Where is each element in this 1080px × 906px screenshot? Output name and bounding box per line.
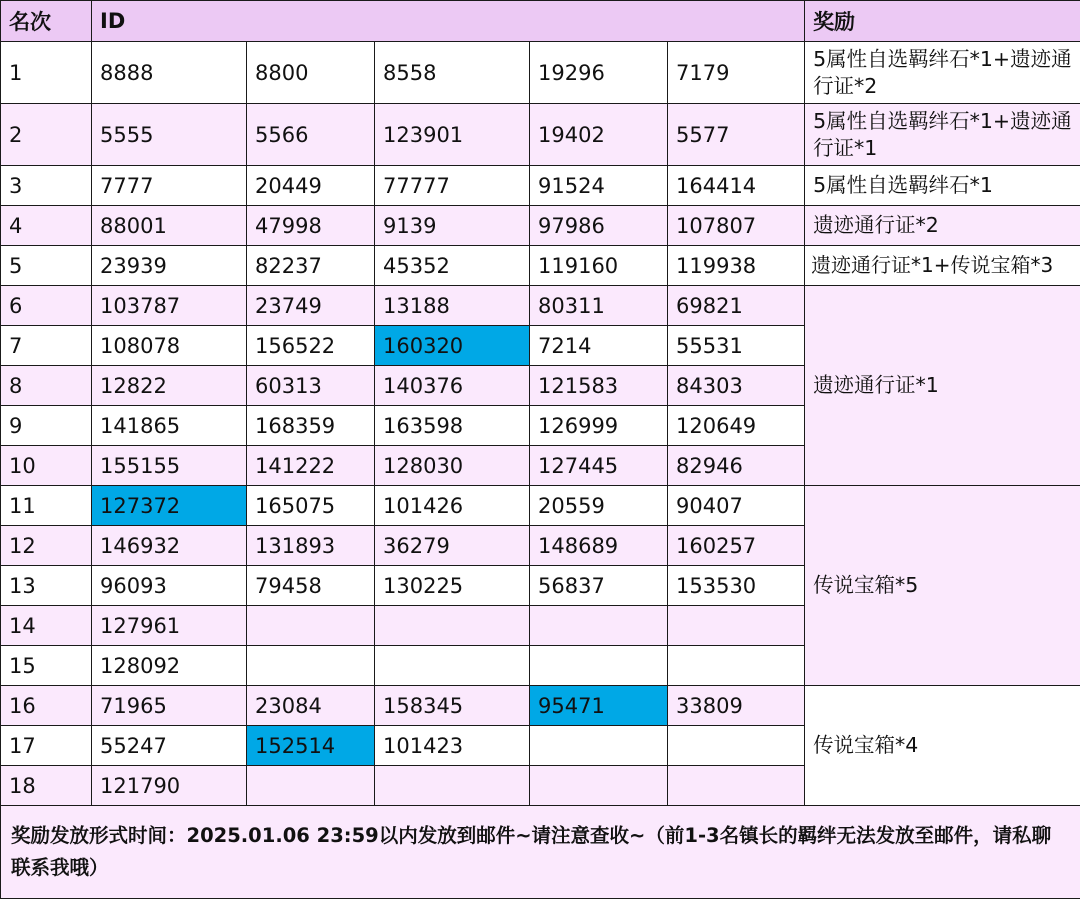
header-row bbox=[1, 1, 1080, 42]
id-cell: 19402 bbox=[530, 104, 668, 166]
id-cell bbox=[247, 646, 375, 686]
id-cell bbox=[530, 646, 668, 686]
id-cell: 156522 bbox=[247, 326, 375, 366]
rank-cell: 11 bbox=[1, 486, 92, 526]
id-cell: 20559 bbox=[530, 486, 668, 526]
id-cell: 13188 bbox=[375, 286, 530, 326]
id-cell: 60313 bbox=[247, 366, 375, 406]
id-cell: 55247 bbox=[92, 726, 247, 766]
id-cell: 128092 bbox=[92, 646, 247, 686]
id-cell: 141222 bbox=[247, 446, 375, 486]
id-cell: 8800 bbox=[247, 42, 375, 104]
id-cell: 69821 bbox=[668, 286, 805, 326]
id-cell: 19296 bbox=[530, 42, 668, 104]
reward-cell: 传说宝箱*4 bbox=[805, 686, 1080, 806]
id-cell: 141865 bbox=[92, 406, 247, 446]
id-cell: 120649 bbox=[668, 406, 805, 446]
id-cell: 71965 bbox=[92, 686, 247, 726]
id-cell: 33809 bbox=[668, 686, 805, 726]
rank-cell: 10 bbox=[1, 446, 92, 486]
id-cell bbox=[247, 606, 375, 646]
id-cell: 88001 bbox=[92, 206, 247, 246]
id-cell: 9139 bbox=[375, 206, 530, 246]
id-cell-highlighted: 160320 bbox=[375, 326, 530, 366]
rank-cell: 2 bbox=[1, 104, 92, 166]
id-cell: 23749 bbox=[247, 286, 375, 326]
id-cell: 130225 bbox=[375, 566, 530, 606]
rank-cell: 9 bbox=[1, 406, 92, 446]
id-cell: 5577 bbox=[668, 104, 805, 166]
id-cell: 164414 bbox=[668, 166, 805, 206]
rank-cell: 4 bbox=[1, 206, 92, 246]
id-cell: 56837 bbox=[530, 566, 668, 606]
id-cell: 8558 bbox=[375, 42, 530, 104]
id-cell: 108078 bbox=[92, 326, 247, 366]
table-row bbox=[1, 42, 1080, 104]
id-cell: 146932 bbox=[92, 526, 247, 566]
id-cell: 127445 bbox=[530, 446, 668, 486]
id-cell: 5555 bbox=[92, 104, 247, 166]
header-id: ID bbox=[92, 1, 805, 42]
id-cell bbox=[375, 646, 530, 686]
id-cell bbox=[668, 606, 805, 646]
id-cell: 158345 bbox=[375, 686, 530, 726]
id-cell: 148689 bbox=[530, 526, 668, 566]
id-cell: 103787 bbox=[92, 286, 247, 326]
id-cell: 77777 bbox=[375, 166, 530, 206]
id-cell: 121790 bbox=[92, 766, 247, 806]
table-row bbox=[1, 286, 1080, 326]
table-row bbox=[1, 686, 1080, 726]
id-cell: 128030 bbox=[375, 446, 530, 486]
table-row bbox=[1, 246, 1080, 286]
table-row bbox=[1, 486, 1080, 526]
id-cell: 47998 bbox=[247, 206, 375, 246]
id-cell bbox=[530, 766, 668, 806]
id-cell bbox=[375, 606, 530, 646]
rank-cell: 14 bbox=[1, 606, 92, 646]
reward-cell: 5属性自选羁绊石*1 bbox=[805, 166, 1080, 206]
rank-cell: 12 bbox=[1, 526, 92, 566]
id-cell-highlighted: 152514 bbox=[247, 726, 375, 766]
header-reward: 奖励 bbox=[805, 1, 1080, 42]
rank-cell: 15 bbox=[1, 646, 92, 686]
id-cell: 153530 bbox=[668, 566, 805, 606]
id-cell: 82237 bbox=[247, 246, 375, 286]
rank-cell: 18 bbox=[1, 766, 92, 806]
footer-note: 奖励发放形式时间：2025.01.06 23:59以内发放到邮件~请注意查收~（前1-3名镇长的羁绊无法发放至邮件，请私聊联系我哦） bbox=[1, 806, 1080, 899]
reward-cell: 遗迹通行证*1+传说宝箱*3 bbox=[805, 246, 1080, 286]
table-row bbox=[1, 104, 1080, 166]
reward-cell: 传说宝箱*5 bbox=[805, 486, 1080, 686]
id-cell: 91524 bbox=[530, 166, 668, 206]
footer-row bbox=[1, 806, 1080, 899]
rank-cell: 3 bbox=[1, 166, 92, 206]
id-cell: 90407 bbox=[668, 486, 805, 526]
id-cell: 131893 bbox=[247, 526, 375, 566]
rank-cell: 5 bbox=[1, 246, 92, 286]
id-cell: 101426 bbox=[375, 486, 530, 526]
id-cell: 23939 bbox=[92, 246, 247, 286]
id-cell: 155155 bbox=[92, 446, 247, 486]
id-cell: 7777 bbox=[92, 166, 247, 206]
id-cell bbox=[375, 766, 530, 806]
id-cell: 123901 bbox=[375, 104, 530, 166]
id-cell: 12822 bbox=[92, 366, 247, 406]
id-cell: 163598 bbox=[375, 406, 530, 446]
header-rank: 名次 bbox=[1, 1, 92, 42]
rank-cell: 13 bbox=[1, 566, 92, 606]
id-cell: 5566 bbox=[247, 104, 375, 166]
id-cell bbox=[247, 766, 375, 806]
reward-cell: 遗迹通行证*2 bbox=[805, 206, 1080, 246]
rank-cell: 7 bbox=[1, 326, 92, 366]
rank-cell: 16 bbox=[1, 686, 92, 726]
rank-cell: 6 bbox=[1, 286, 92, 326]
id-cell: 119938 bbox=[668, 246, 805, 286]
id-cell: 119160 bbox=[530, 246, 668, 286]
id-cell-highlighted: 127372 bbox=[92, 486, 247, 526]
id-cell: 82946 bbox=[668, 446, 805, 486]
rank-cell: 1 bbox=[1, 42, 92, 104]
id-cell: 121583 bbox=[530, 366, 668, 406]
id-cell: 7179 bbox=[668, 42, 805, 104]
id-cell: 79458 bbox=[247, 566, 375, 606]
rank-cell: 17 bbox=[1, 726, 92, 766]
id-cell-highlighted: 95471 bbox=[530, 686, 668, 726]
id-cell: 45352 bbox=[375, 246, 530, 286]
id-cell: 126999 bbox=[530, 406, 668, 446]
id-cell bbox=[668, 646, 805, 686]
id-cell bbox=[668, 766, 805, 806]
id-cell: 36279 bbox=[375, 526, 530, 566]
id-cell: 101423 bbox=[375, 726, 530, 766]
id-cell bbox=[530, 726, 668, 766]
id-cell: 55531 bbox=[668, 326, 805, 366]
rank-cell: 8 bbox=[1, 366, 92, 406]
id-cell: 23084 bbox=[247, 686, 375, 726]
reward-cell: 5属性自选羁绊石*1+遗迹通行证*2 bbox=[805, 42, 1080, 104]
id-cell: 160257 bbox=[668, 526, 805, 566]
id-cell: 8888 bbox=[92, 42, 247, 104]
id-cell: 84303 bbox=[668, 366, 805, 406]
id-cell: 96093 bbox=[92, 566, 247, 606]
id-cell bbox=[530, 606, 668, 646]
id-cell: 80311 bbox=[530, 286, 668, 326]
table-row bbox=[1, 206, 1080, 246]
id-cell bbox=[668, 726, 805, 766]
id-cell: 140376 bbox=[375, 366, 530, 406]
reward-cell: 遗迹通行证*1 bbox=[805, 286, 1080, 486]
id-cell: 165075 bbox=[247, 486, 375, 526]
id-cell: 7214 bbox=[530, 326, 668, 366]
reward-cell: 5属性自选羁绊石*1+遗迹通行证*1 bbox=[805, 104, 1080, 166]
id-cell: 127961 bbox=[92, 606, 247, 646]
table-row bbox=[1, 166, 1080, 206]
id-cell: 97986 bbox=[530, 206, 668, 246]
id-cell: 107807 bbox=[668, 206, 805, 246]
id-cell: 20449 bbox=[247, 166, 375, 206]
id-cell: 168359 bbox=[247, 406, 375, 446]
